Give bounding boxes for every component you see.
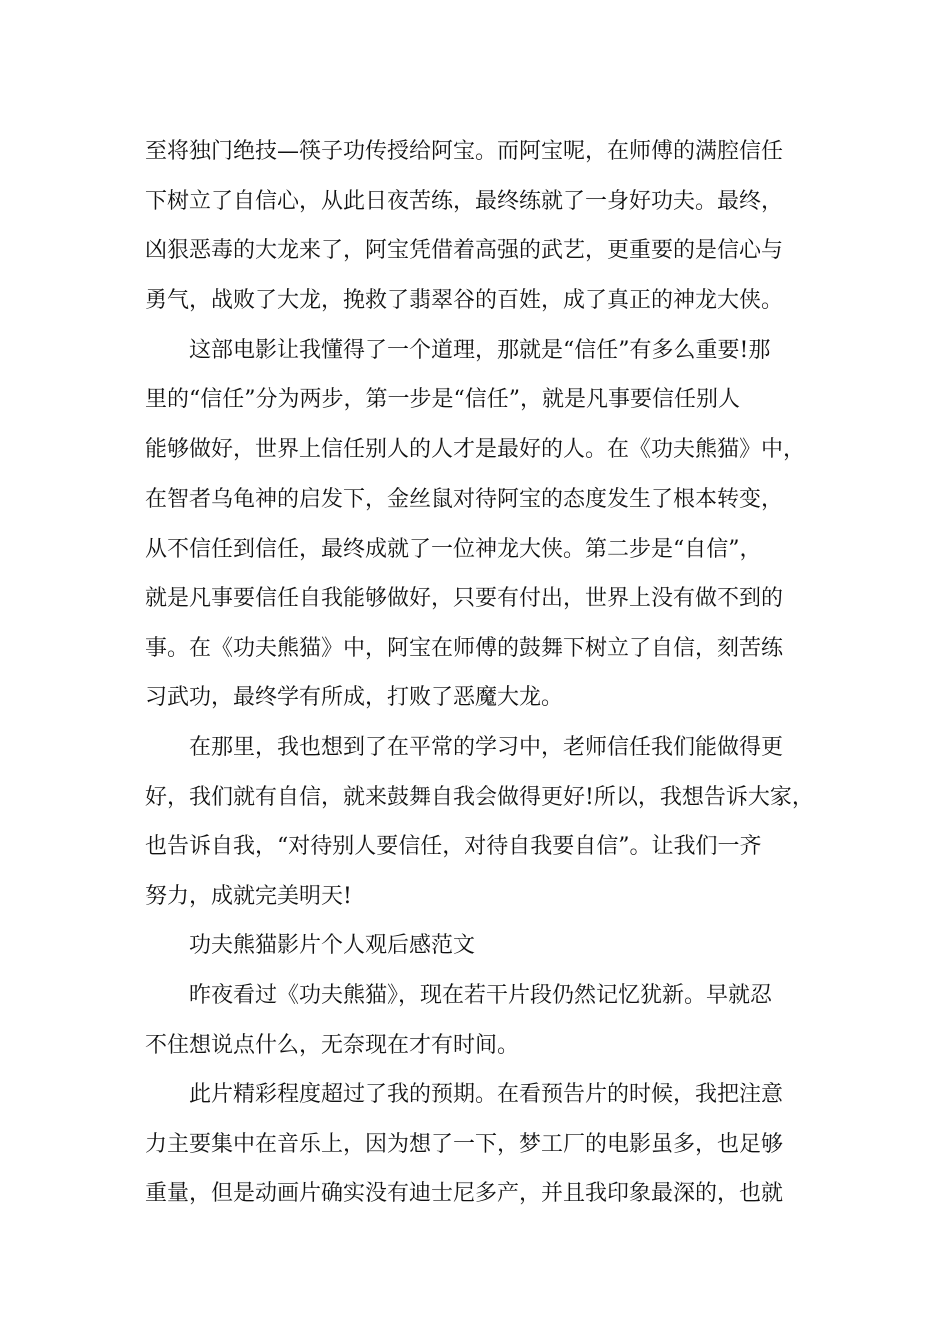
text-line: 凶狠恶毒的大龙来了，阿宝凭借着高强的武艺，更重要的是信心与 <box>145 238 784 263</box>
paragraph-start-line: 这部电影让我懂得了一个道理，那就是“信任”有多么重要!那 <box>189 338 771 363</box>
text-line: 努力，成就完美明天! <box>145 884 352 909</box>
text-line: 在智者乌龟神的启发下，金丝鼠对待阿宝的态度发生了根本转变， <box>145 487 784 512</box>
paragraph-start-line: 昨夜看过《功夫熊猫》，现在若干片段仍然记忆犹新。早就忍 <box>189 983 773 1008</box>
text-line: 勇气，战败了大龙，挽救了翡翠谷的百姓，成了真正的神龙大侠。 <box>145 288 784 313</box>
text-line: 至将独门绝技—筷子功传授给阿宝。而阿宝呢，在师傅的满腔信任 <box>145 139 784 164</box>
text-line: 事。在《功夫熊猫》中，阿宝在师傅的鼓舞下树立了自信，刻苦练 <box>145 636 784 661</box>
text-line: 好，我们就有自信，就来鼓舞自我会做得更好!所以，我想告诉大家， <box>145 785 814 810</box>
text-line: 习武功，最终学有所成，打败了恶魔大龙。 <box>145 685 564 710</box>
text-line: 不住想说点什么，无奈现在才有时间。 <box>145 1033 520 1058</box>
paragraph-start-line: 此片精彩程度超过了我的预期。在看预告片的时候，我把注意 <box>189 1082 784 1107</box>
text-line: 力主要集中在音乐上，因为想了一下，梦工厂的电影虽多，也足够 <box>145 1132 784 1157</box>
text-line: 重量，但是动画片确实没有迪士尼多产，并且我印象最深的，也就 <box>145 1181 784 1206</box>
text-line: 里的“信任”分为两步，第一步是“信任”，就是凡事要信任别人 <box>145 387 740 412</box>
text-line: 就是凡事要信任自我能够做好，只要有付出，世界上没有做不到的 <box>145 586 784 611</box>
text-line: 能够做好，世界上信任别人的人才是最好的人。在《功夫熊猫》中， <box>145 437 806 462</box>
text-line: 从不信任到信任，最终成就了一位神龙大侠。第二步是“自信”， <box>145 537 762 562</box>
text-line: 下树立了自信心，从此日夜苦练，最终练就了一身好功夫。最终， <box>145 189 784 214</box>
paragraph-start-line: 在那里，我也想到了在平常的学习中，老师信任我们能做得更 <box>189 735 784 760</box>
text-line: 也告诉自我，“对待别人要信任，对待自我要自信”。让我们一齐 <box>145 834 762 859</box>
section-title: 功夫熊猫影片个人观后感范文 <box>189 933 476 958</box>
